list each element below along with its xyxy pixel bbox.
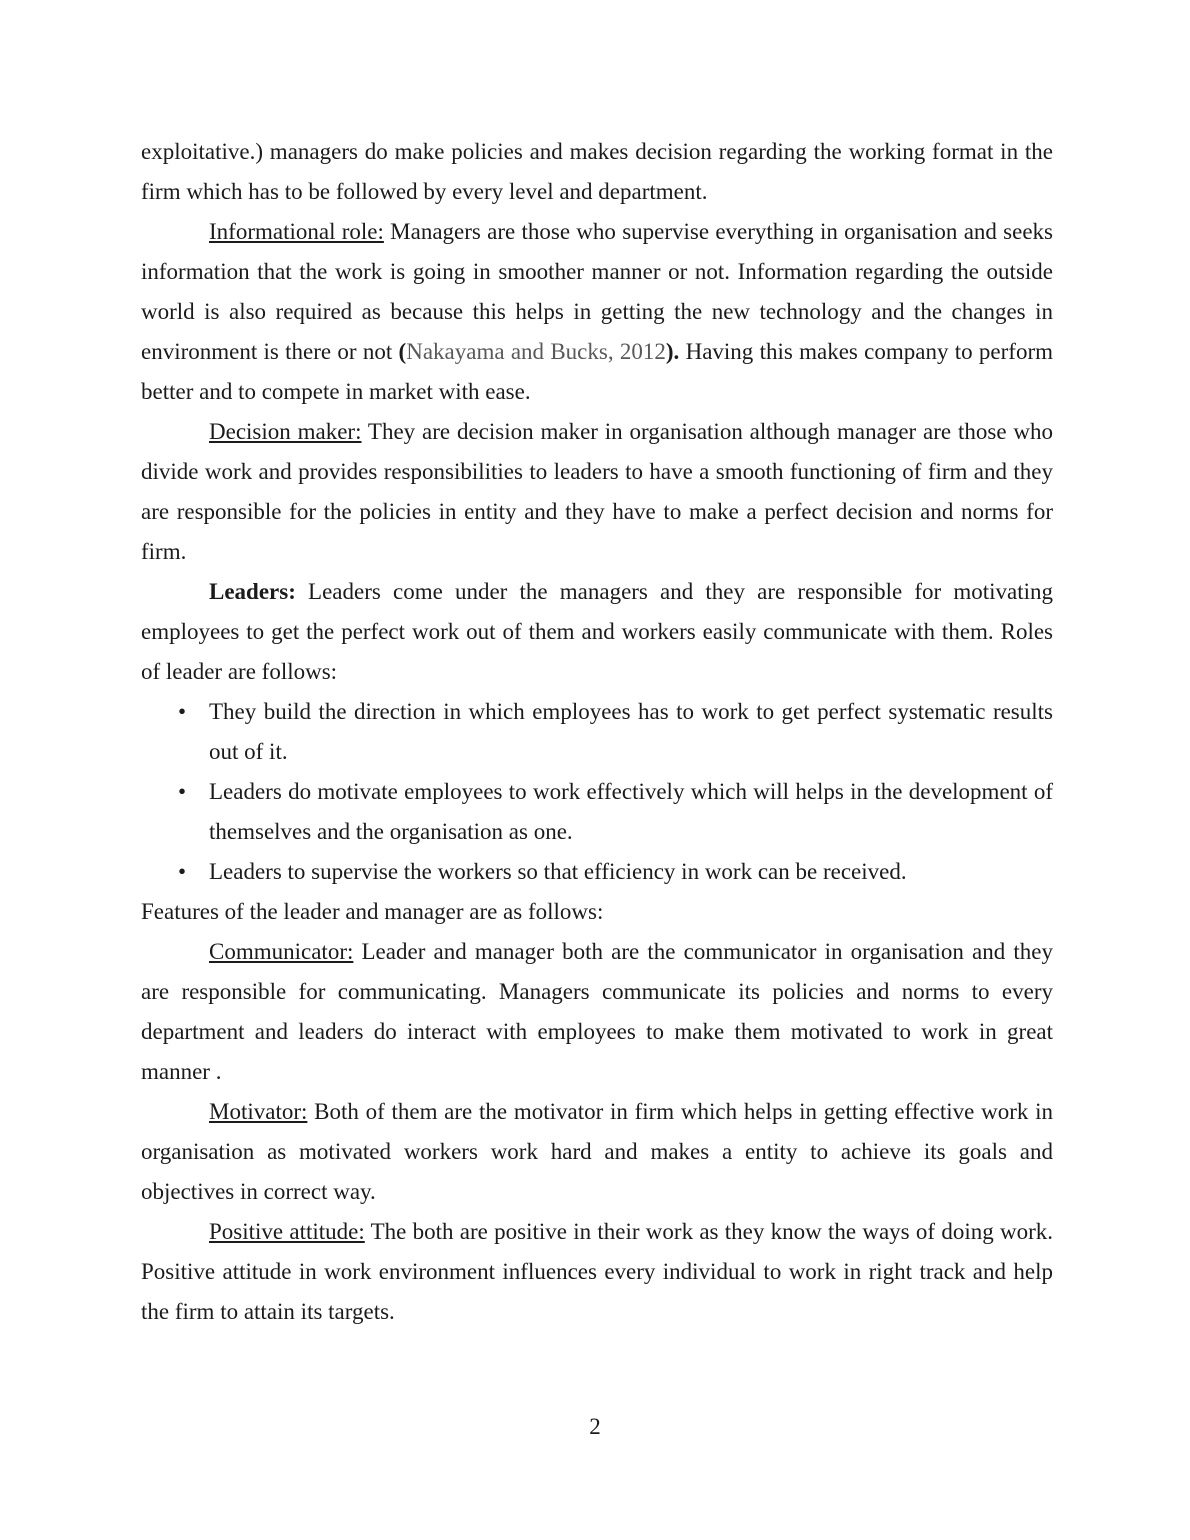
list-item — [141, 852, 1053, 892]
heading-decision-maker: Decision maker: — [209, 419, 362, 444]
bullet-icon: • — [178, 779, 187, 804]
list-item — [141, 692, 1053, 772]
citation-paren-close: ). — [665, 339, 680, 364]
paragraph-text: They are decision maker in organisation although manager are those who divide work and provides responsibilities to leaders to have a smooth functioning of firm and they are responsible for the policies in entity and they have to make a perfect decision and norms for firm. — [141, 419, 1053, 564]
paragraph-features-intro — [141, 892, 1053, 932]
document-body — [141, 132, 1053, 1332]
paragraph-text: exploitative.) managers do make policies and makes decision regarding the working format in the firm which has to be followed by every level and department. — [141, 139, 1053, 204]
heading-positive-attitude: Positive attitude: — [209, 1219, 365, 1244]
bullet-text: Leaders to supervise the workers so that efficiency in work can be received. — [209, 859, 907, 884]
paragraph-text: The both are positive in their work as they know the ways of doing work. Positive attitude in work environment influences every individual to work in right track and help the firm to attain its targets. — [141, 1219, 1053, 1324]
heading-informational-role: Informational role: — [209, 219, 384, 244]
paragraph-text: Managers are those who supervise everything in organisation and seeks information that the work is going in smoother manner or not. Information regarding the outside world is also required as because this helps in getting the new technology and the changes in environment is there or not — [141, 219, 1053, 364]
paragraph-decision-maker — [141, 412, 1053, 572]
bullet-text: They build the direction in which employees has to work to get perfect systematic results out of it. — [209, 699, 1053, 764]
paragraph-text: Both of them are the motivator in firm which helps in getting effective work in organisation as motivated workers work hard and makes a entity to achieve its goals and objectives in correct way. — [141, 1099, 1053, 1204]
paragraph-text: Leaders come under the managers and they are responsible for motivating employees to get the perfect work out of them and workers easily communicate with them. Roles of leader are follows: — [141, 579, 1053, 684]
paragraph-text: Leader and manager both are the communicator in organisation and they are responsible for communicating. Managers communicate its policies and norms to every department and leaders do interact with employees to make them motivated to work in great manner . — [141, 939, 1053, 1084]
paragraph-continuation — [141, 132, 1053, 212]
paragraph-communicator — [141, 932, 1053, 1092]
page-number: 2 — [589, 1414, 601, 1439]
heading-leaders: Leaders: — [209, 579, 296, 604]
paragraph-motivator — [141, 1092, 1053, 1212]
paragraph-leaders — [141, 572, 1053, 692]
bullet-icon: • — [178, 699, 187, 724]
paragraph-informational-role — [141, 212, 1053, 412]
bullet-icon: • — [178, 859, 187, 884]
paragraph-text: Features of the leader and manager are as follows: — [141, 899, 604, 924]
heading-motivator: Motivator: — [209, 1099, 308, 1124]
list-item — [141, 772, 1053, 852]
bullet-text: Leaders do motivate employees to work effectively which will helps in the development of themselves and the organisation as one. — [209, 779, 1053, 844]
citation-paren-open: ( — [398, 339, 407, 364]
paragraph-text: Having this makes company to perform better and to compete in market with ease. — [141, 339, 1053, 404]
citation-text: Nakayama and Bucks, 2012 — [406, 339, 666, 364]
heading-communicator: Communicator: — [209, 939, 354, 964]
paragraph-positive-attitude — [141, 1212, 1053, 1332]
